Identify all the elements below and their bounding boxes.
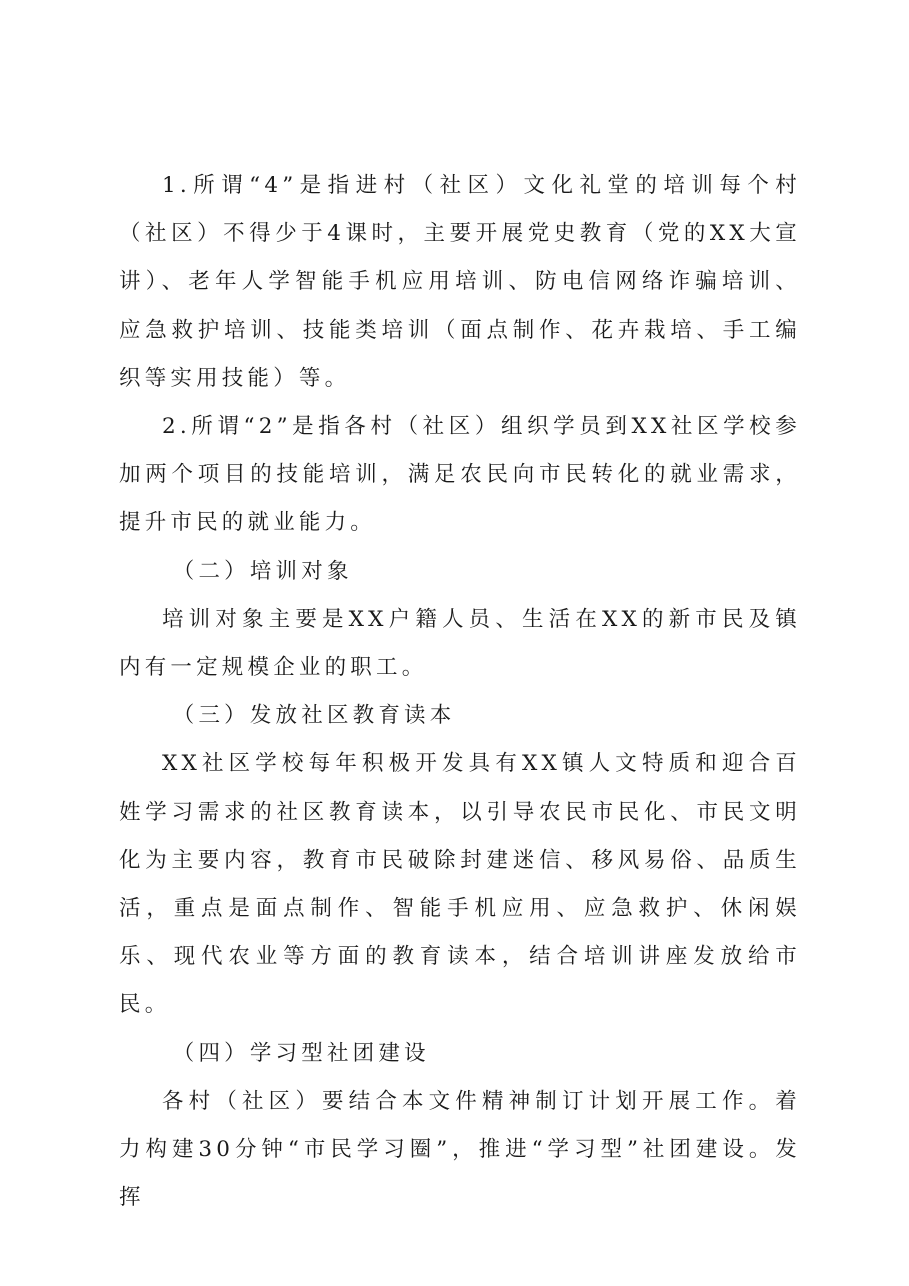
section-heading-reading-materials: （三）发放社区教育读本: [172, 703, 456, 729]
section-heading-learning-groups: （四）学习型社团建设: [172, 1040, 430, 1066]
paragraph-reading-materials: XX社区学校每年积极开发具有XX镇人文特质和迎合百姓学习需求的社区教育读本，以引导农民市民化、市民文明化为主要内容，教育市民破除封建迷信、移风易俗、品质生活，重点是面点制作、智能手机应用、应急救护、休闲娱乐、现代农业等方面的教育读本，结合培训讲座发放给市民。: [119, 751, 801, 1018]
paragraph-item-2-training: 2.所谓“2”是指各村（社区）组织学员到XX社区学校参加两个项目的技能培训，满足农民向市民转化的就业需求，提升市民的就业能力。: [119, 414, 801, 536]
paragraph-training-targets: 培训对象主要是XX户籍人员、生活在XX的新市民及镇内有一定规模企业的职工。: [119, 606, 801, 681]
section-heading-training-targets: （二）培训对象: [172, 558, 353, 584]
paragraph-item-4-training: 1.所谓“4”是指进村（社区）文化礼堂的培训每个村（社区）不得少于4课时，主要开展党史教育（党的XX大宣讲）、老年人学智能手机应用培训、防电信网络诈骗培训、应急救护培训、技能类培训（面点制作、花卉栽培、手工编织等实用技能）等。: [119, 173, 801, 391]
document-body: [119, 162, 801, 1222]
paragraph-learning-groups: 各村（社区）要结合本文件精神制订计划开展工作。着力构建30分钟“市民学习圈”，推进“学习型”社团建设。发挥: [119, 1088, 801, 1211]
